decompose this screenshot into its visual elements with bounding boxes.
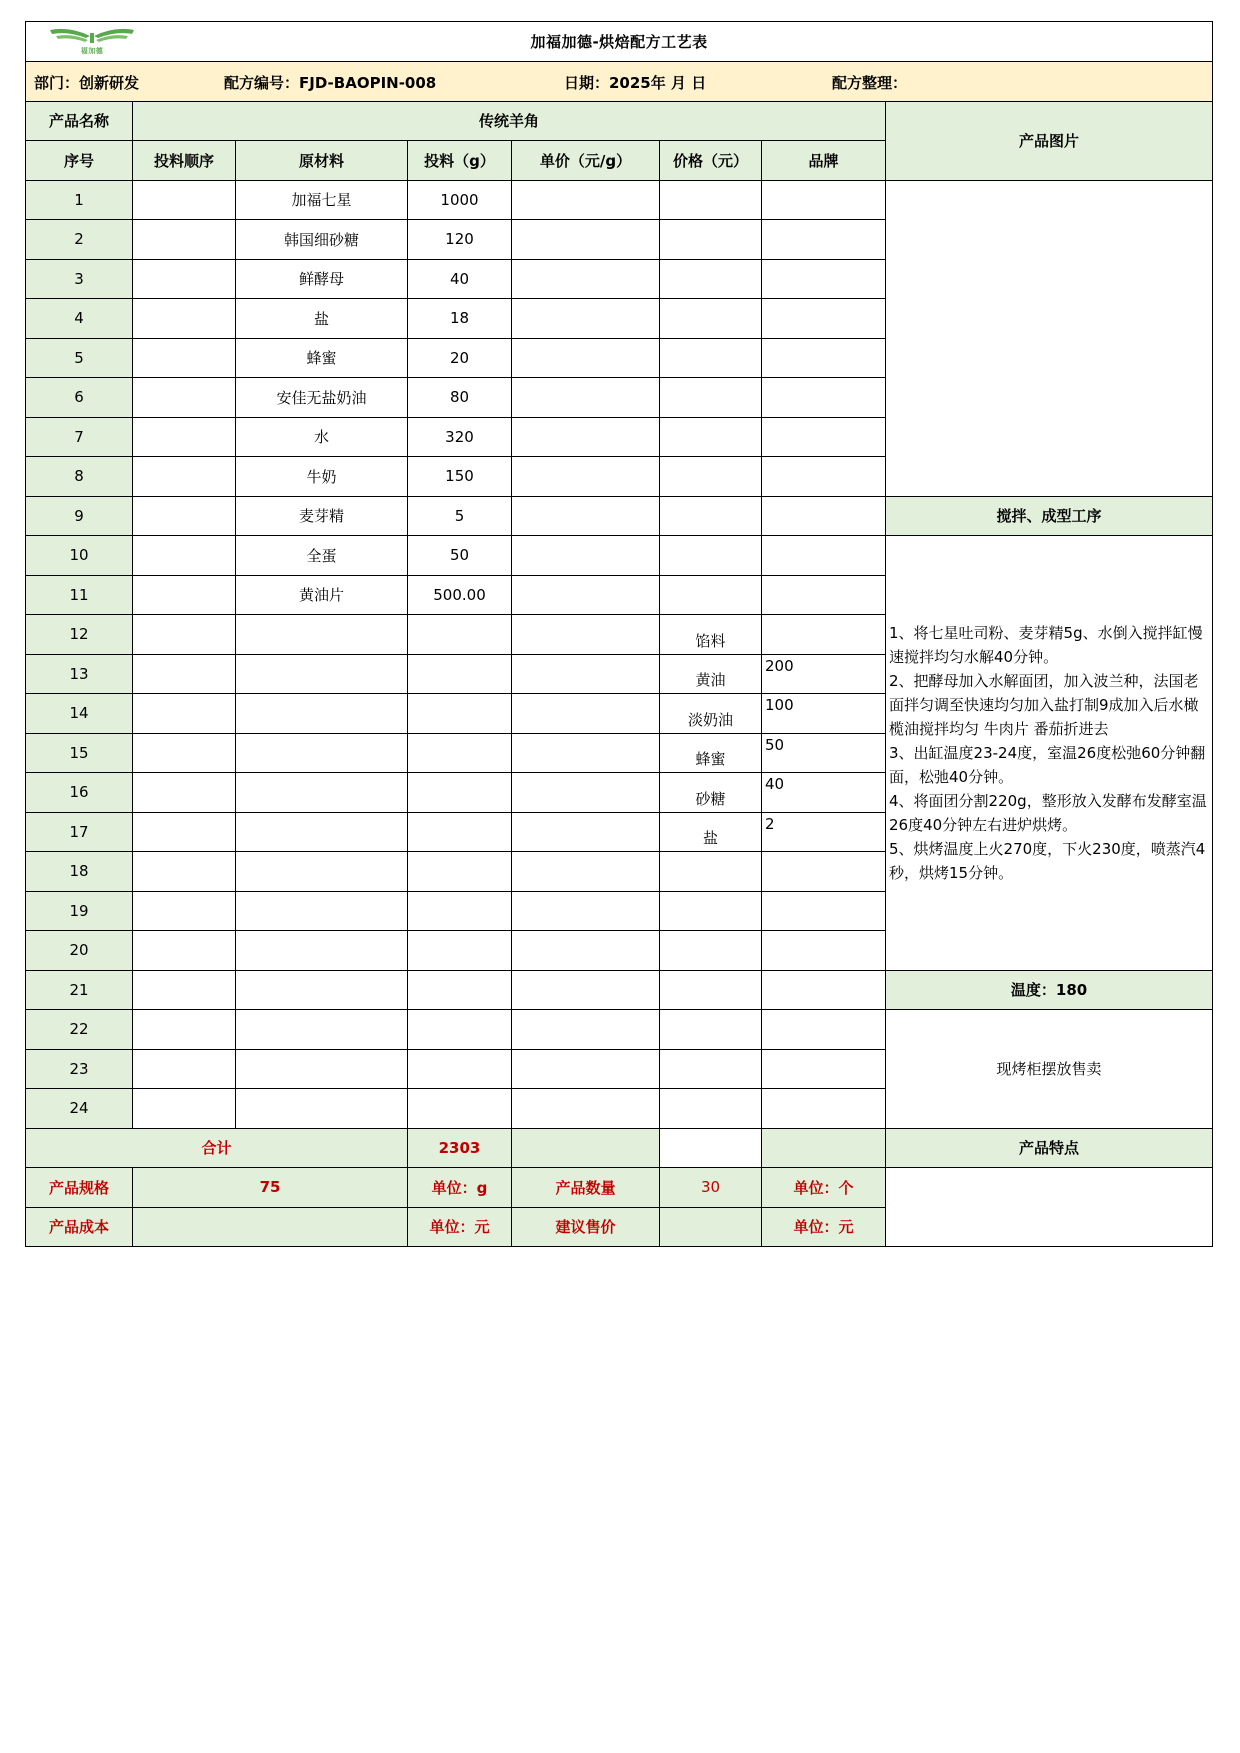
brand-cell[interactable] (762, 536, 886, 576)
table-row (26, 536, 1213, 576)
brand-cell[interactable]: 200 (762, 654, 886, 694)
unit-price-cell[interactable] (512, 852, 660, 892)
unit-price-cell[interactable] (512, 1049, 660, 1089)
total-price (660, 1128, 762, 1168)
department: 部门：创新研发 (34, 73, 140, 92)
row-number: 2 (26, 220, 133, 260)
amount-cell[interactable]: 150 (408, 457, 512, 497)
date: 日期：2025年 月 日 (564, 73, 707, 92)
unit-price-cell[interactable] (512, 496, 660, 536)
process-step: 4、将面团分割220g，整形放入发酵布发酵室温26度40分钟左右进炉烘烤。 (889, 791, 1207, 834)
material-cell[interactable]: 鲜酵母 (236, 259, 408, 299)
brand-cell[interactable] (762, 259, 886, 299)
row-number: 7 (26, 417, 133, 457)
row-number: 15 (26, 733, 133, 773)
material-cell[interactable]: 黄油片 (236, 575, 408, 615)
process-step: 5、烘烤温度上火270度，下火230度，喷蒸汽4秒，烘烤15分钟。 (889, 839, 1206, 882)
price-cell[interactable] (660, 654, 762, 694)
brand-cell[interactable]: 50 (762, 733, 886, 773)
brand-cell[interactable] (762, 970, 886, 1010)
amount-cell[interactable]: 20 (408, 338, 512, 378)
amount-cell[interactable] (408, 812, 512, 852)
unit-price-cell[interactable] (512, 220, 660, 260)
brand-cell[interactable] (762, 338, 886, 378)
unit-price-cell[interactable] (512, 299, 660, 339)
amount-cell[interactable] (408, 654, 512, 694)
row-number: 10 (26, 536, 133, 576)
brand-cell[interactable] (762, 220, 886, 260)
amount-cell[interactable]: 5 (408, 496, 512, 536)
material-cell[interactable]: 韩国细砂糖 (236, 220, 408, 260)
amount-cell[interactable]: 18 (408, 299, 512, 339)
material-cell[interactable]: 牛奶 (236, 457, 408, 497)
price-cell[interactable] (660, 812, 762, 852)
price-text: 蜂蜜 (695, 750, 726, 769)
order-cell[interactable] (133, 812, 236, 852)
unit-price-cell[interactable] (512, 1010, 660, 1050)
temperature-label: 温度：180 (886, 970, 1213, 1010)
spec-value: 75 (133, 1168, 408, 1208)
features-value (886, 1168, 1213, 1247)
order-cell[interactable] (133, 1049, 236, 1089)
price-cell[interactable] (660, 417, 762, 457)
order-cell[interactable] (133, 457, 236, 497)
material-cell[interactable]: 麦芽精 (236, 496, 408, 536)
unit-price-cell[interactable] (512, 259, 660, 299)
table-row (26, 1010, 1213, 1050)
material-cell[interactable] (236, 852, 408, 892)
qty-label: 产品数量 (512, 1168, 660, 1208)
product-image-area (886, 180, 1213, 496)
table-row (26, 970, 1213, 1010)
material-cell[interactable]: 水 (236, 417, 408, 457)
order-cell[interactable] (133, 891, 236, 931)
material-cell[interactable] (236, 1010, 408, 1050)
row-number: 19 (26, 891, 133, 931)
qty-unit: 单位：个 (762, 1168, 886, 1208)
suggest-label: 建议售价 (512, 1207, 660, 1247)
product-name-label: 产品名称 (26, 101, 133, 141)
amount-cell[interactable] (408, 694, 512, 734)
col-price-header: 价格（元） (660, 141, 762, 181)
col-order-header: 投料顺序 (133, 141, 236, 181)
material-cell[interactable] (236, 931, 408, 971)
row-number: 1 (26, 180, 133, 220)
unit-price-cell[interactable] (512, 575, 660, 615)
price-cell[interactable] (660, 220, 762, 260)
brand-cell[interactable] (762, 1089, 886, 1129)
total-unit-price (512, 1128, 660, 1168)
material-cell[interactable]: 加福七星 (236, 180, 408, 220)
cost-value (133, 1207, 408, 1247)
order-cell[interactable] (133, 694, 236, 734)
process-step: 3、出缸温度23-24度，室温26度松弛60分钟翻面，松弛40分钟。 (889, 743, 1206, 786)
col-amount-header: 投料（g） (408, 141, 512, 181)
amount-cell[interactable] (408, 773, 512, 813)
cost-label: 产品成本 (26, 1207, 133, 1247)
amount-cell[interactable]: 500.00 (408, 575, 512, 615)
row-number: 20 (26, 931, 133, 971)
row-number: 23 (26, 1049, 133, 1089)
material-cell[interactable] (236, 970, 408, 1010)
material-cell[interactable] (236, 812, 408, 852)
unit-price-cell[interactable] (512, 891, 660, 931)
material-cell[interactable] (236, 733, 408, 773)
price-cell[interactable] (660, 1049, 762, 1089)
amount-cell[interactable] (408, 970, 512, 1010)
price-text: 淡奶油 (687, 710, 733, 729)
product-image-label: 产品图片 (886, 101, 1213, 180)
unit-price-cell[interactable] (512, 457, 660, 497)
row-number: 6 (26, 378, 133, 418)
col-material-header: 原材料 (236, 141, 408, 181)
table-row (26, 496, 1213, 536)
suggest-value (660, 1207, 762, 1247)
price-text: 盐 (702, 829, 718, 848)
price-cell[interactable] (660, 575, 762, 615)
price-cell[interactable] (660, 457, 762, 497)
material-cell[interactable]: 安佳无盐奶油 (236, 378, 408, 418)
amount-cell[interactable] (408, 733, 512, 773)
price-cell[interactable] (660, 299, 762, 339)
process-step: 1、将七星吐司粉、麦芽精5g、水倒入搅拌缸慢速搅拌均匀水解40分钟。 (889, 623, 1203, 666)
amount-cell[interactable] (408, 891, 512, 931)
total-value: 2303 (408, 1128, 512, 1168)
material-cell[interactable] (236, 773, 408, 813)
order-cell[interactable] (133, 417, 236, 457)
row-number: 16 (26, 773, 133, 813)
price-cell[interactable] (660, 1089, 762, 1129)
unit-price-cell[interactable] (512, 615, 660, 655)
row-number: 17 (26, 812, 133, 852)
unit-price-cell[interactable] (512, 1089, 660, 1129)
order-cell[interactable] (133, 259, 236, 299)
row-number: 14 (26, 694, 133, 734)
amount-cell[interactable] (408, 615, 512, 655)
spec-label: 产品规格 (26, 1168, 133, 1208)
material-cell[interactable]: 盐 (236, 299, 408, 339)
amount-cell[interactable] (408, 1089, 512, 1129)
row-number: 21 (26, 970, 133, 1010)
brand-cell[interactable] (762, 417, 886, 457)
brand-cell[interactable] (762, 496, 886, 536)
price-text: 砂糖 (695, 789, 726, 808)
material-cell[interactable] (236, 1049, 408, 1089)
amount-cell[interactable]: 1000 (408, 180, 512, 220)
price-cell[interactable] (660, 891, 762, 931)
brand-cell[interactable] (762, 180, 886, 220)
title-cell (26, 22, 1213, 62)
unit-price-cell[interactable] (512, 970, 660, 1010)
order-cell[interactable] (133, 575, 236, 615)
amount-cell[interactable]: 120 (408, 220, 512, 260)
row-number: 5 (26, 338, 133, 378)
amount-cell[interactable] (408, 1049, 512, 1089)
material-cell[interactable] (236, 1089, 408, 1129)
row-number: 3 (26, 259, 133, 299)
order-cell[interactable] (133, 536, 236, 576)
brand-cell[interactable] (762, 575, 886, 615)
suggest-unit: 单位：元 (762, 1207, 886, 1247)
order-cell[interactable] (133, 1089, 236, 1129)
amount-cell[interactable] (408, 1010, 512, 1050)
material-cell[interactable] (236, 615, 408, 655)
order-cell[interactable] (133, 852, 236, 892)
order-cell[interactable] (133, 338, 236, 378)
order-cell[interactable] (133, 180, 236, 220)
material-cell[interactable] (236, 891, 408, 931)
col-brand-header: 品牌 (762, 141, 886, 181)
order-cell[interactable] (133, 970, 236, 1010)
meta-row (26, 61, 1213, 101)
price-cell[interactable] (660, 970, 762, 1010)
brand-cell[interactable]: 2 (762, 812, 886, 852)
order-cell[interactable] (133, 496, 236, 536)
order-cell[interactable] (133, 220, 236, 260)
order-cell[interactable] (133, 615, 236, 655)
recipe-sheet (25, 21, 1212, 1247)
price-cell[interactable] (660, 615, 762, 655)
price-cell[interactable] (660, 180, 762, 220)
price-cell[interactable] (660, 931, 762, 971)
row-number: 9 (26, 496, 133, 536)
page-title: 加福加德-烘焙配方工艺表 (530, 32, 708, 51)
material-cell[interactable]: 全蛋 (236, 536, 408, 576)
order-cell[interactable] (133, 654, 236, 694)
total-brand (762, 1128, 886, 1168)
price-cell[interactable] (660, 733, 762, 773)
brand-cell[interactable] (762, 299, 886, 339)
price-cell[interactable] (660, 852, 762, 892)
row-number: 24 (26, 1089, 133, 1129)
brand-cell[interactable] (762, 1010, 886, 1050)
order-cell[interactable] (133, 733, 236, 773)
order-cell[interactable] (133, 1010, 236, 1050)
amount-cell[interactable] (408, 852, 512, 892)
brand-cell[interactable] (762, 457, 886, 497)
brand-cell[interactable] (762, 615, 886, 655)
unit-price-cell[interactable] (512, 654, 660, 694)
price-cell[interactable] (660, 259, 762, 299)
process-steps (886, 536, 1213, 971)
unit-price-cell[interactable] (512, 338, 660, 378)
spec-unit: 单位：g (408, 1168, 512, 1208)
unit-price-cell[interactable] (512, 812, 660, 852)
col-unit-price-header: 单价（元/g） (512, 141, 660, 181)
brand-cell[interactable] (762, 852, 886, 892)
amount-cell[interactable]: 40 (408, 259, 512, 299)
order-cell[interactable] (133, 931, 236, 971)
qty-value: 30 (660, 1168, 762, 1208)
row-number: 12 (26, 615, 133, 655)
brand-cell[interactable] (762, 891, 886, 931)
svg-text:福加德: 福加德 (80, 47, 104, 55)
company-logo (46, 24, 138, 56)
brand-cell[interactable]: 100 (762, 694, 886, 734)
brand-cell[interactable] (762, 931, 886, 971)
amount-cell[interactable]: 320 (408, 417, 512, 457)
brand-cell[interactable] (762, 1049, 886, 1089)
mixing-process-label: 搅拌、成型工序 (886, 496, 1213, 536)
row-number: 13 (26, 654, 133, 694)
price-text: 黄油 (695, 671, 726, 690)
organizer: 配方整理： (832, 73, 908, 92)
unit-price-cell[interactable] (512, 378, 660, 418)
material-cell[interactable] (236, 694, 408, 734)
material-cell[interactable] (236, 654, 408, 694)
unit-price-cell[interactable] (512, 773, 660, 813)
unit-price-cell[interactable] (512, 536, 660, 576)
unit-price-cell[interactable] (512, 733, 660, 773)
unit-price-cell[interactable] (512, 931, 660, 971)
amount-cell[interactable] (408, 931, 512, 971)
price-cell[interactable] (660, 694, 762, 734)
price-cell[interactable] (660, 338, 762, 378)
unit-price-cell[interactable] (512, 417, 660, 457)
row-number: 22 (26, 1010, 133, 1050)
process-step: 2、把酵母加入水解面团，加入波兰种，法国老面拌匀调至快速均匀加入盐打制9成加入后水橄榄油搅拌均匀 牛肉片 番茄折进去 (889, 671, 1199, 738)
amount-cell[interactable]: 50 (408, 536, 512, 576)
order-cell[interactable] (133, 299, 236, 339)
price-text: 馅料 (695, 631, 726, 650)
col-no-header: 序号 (26, 141, 133, 181)
product-name: 传统羊角 (133, 101, 886, 141)
storage-note: 现烤柜摆放售卖 (886, 1010, 1213, 1129)
recipe-table (25, 21, 1213, 1247)
amount-cell[interactable]: 80 (408, 378, 512, 418)
price-cell[interactable] (660, 378, 762, 418)
brand-cell[interactable]: 40 (762, 773, 886, 813)
row-number: 8 (26, 457, 133, 497)
cost-unit: 单位：元 (408, 1207, 512, 1247)
price-cell[interactable] (660, 536, 762, 576)
row-number: 18 (26, 852, 133, 892)
order-cell[interactable] (133, 378, 236, 418)
features-label: 产品特点 (886, 1128, 1213, 1168)
row-number: 4 (26, 299, 133, 339)
table-row (26, 180, 1213, 220)
unit-price-cell[interactable] (512, 180, 660, 220)
material-cell[interactable]: 蜂蜜 (236, 338, 408, 378)
price-cell[interactable] (660, 496, 762, 536)
row-number: 11 (26, 575, 133, 615)
recipe-number: 配方编号：FJD-BAOPIN-008 (224, 73, 437, 92)
brand-cell[interactable] (762, 378, 886, 418)
unit-price-cell[interactable] (512, 694, 660, 734)
order-cell[interactable] (133, 773, 236, 813)
total-label: 合计 (26, 1128, 408, 1168)
price-cell[interactable] (660, 773, 762, 813)
price-cell[interactable] (660, 1010, 762, 1050)
